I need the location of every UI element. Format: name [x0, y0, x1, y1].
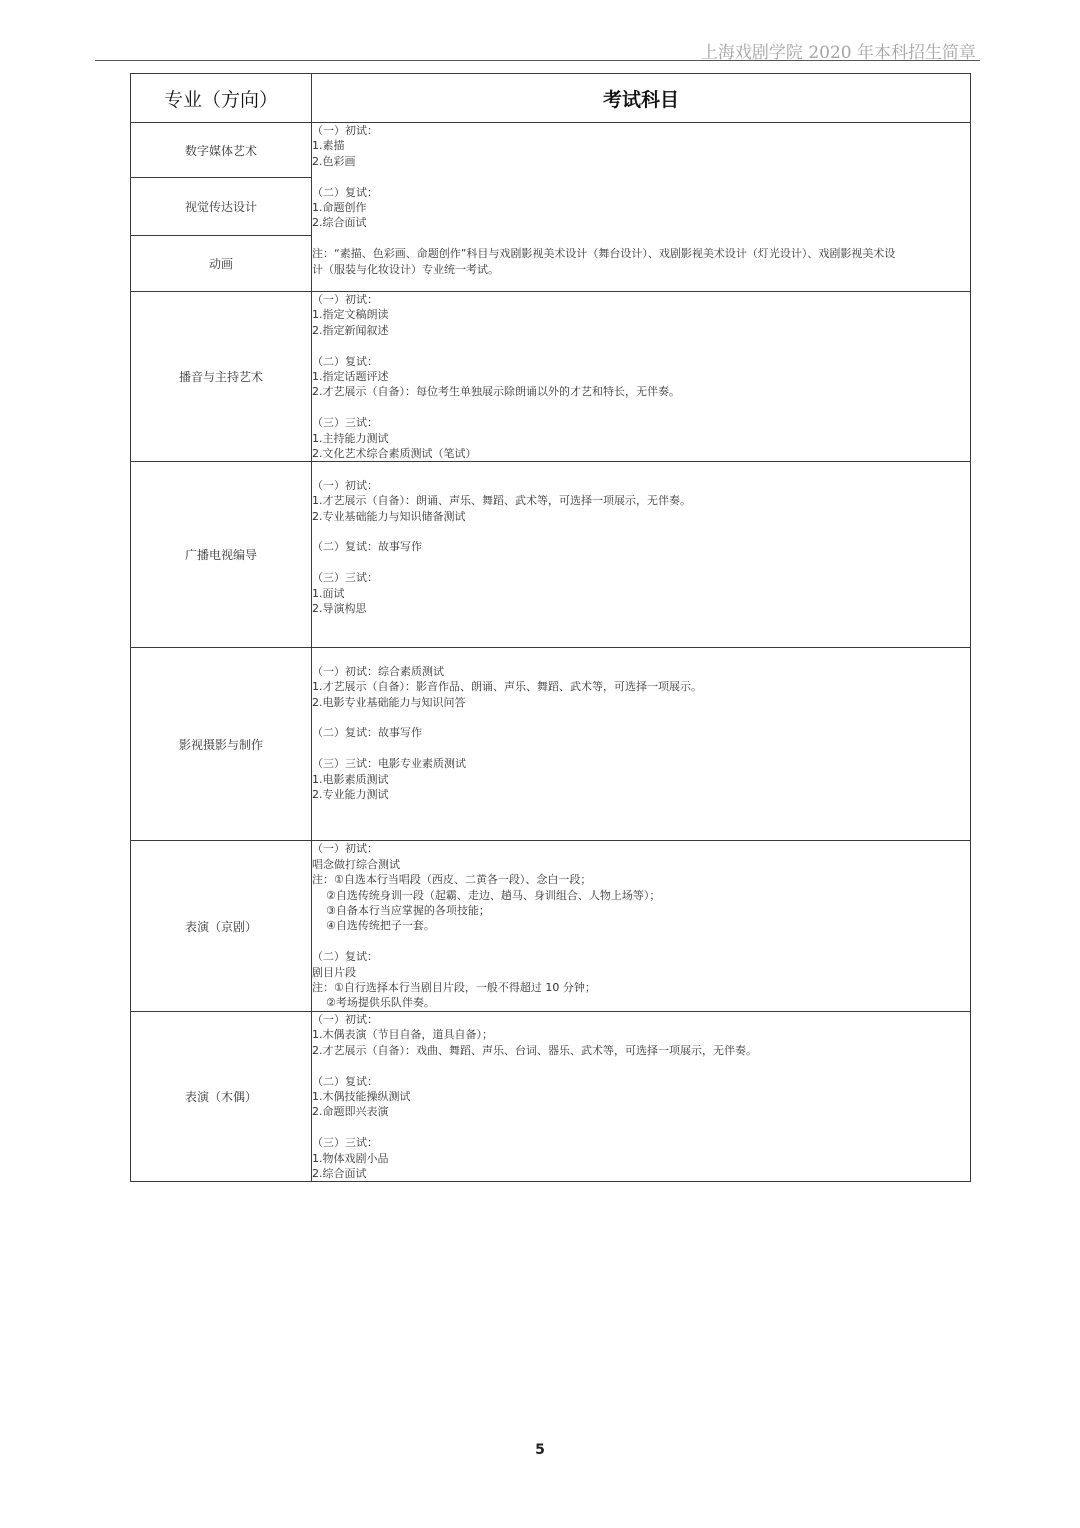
table-row — [131, 1011, 971, 1181]
line-spacer — [312, 934, 970, 949]
subject-line: 2.专业能力测试 — [312, 788, 389, 802]
table-row — [131, 841, 971, 1011]
subject-line: （二）复试：故事写作 — [312, 540, 422, 554]
subject-line: （一）初试： — [312, 478, 378, 492]
column-header-major: 专业（方向） — [131, 74, 312, 123]
major-cell: 表演（京剧） — [131, 841, 312, 1011]
line-spacer — [312, 710, 970, 725]
major-cell: 数字媒体艺术 — [131, 123, 312, 178]
subject-line: （二）复试： — [312, 950, 378, 964]
line-spacer — [312, 338, 970, 353]
subject-line: 2.命题即兴表演 — [312, 1105, 389, 1119]
line-spacer — [312, 555, 970, 570]
table-row — [131, 123, 971, 178]
major-cell: 播音与主持艺术 — [131, 292, 312, 462]
subject-line: 剧目片段 — [312, 965, 356, 979]
subject-line: ④自选传统把子一套。 — [312, 919, 435, 933]
subjects-cell — [312, 292, 971, 462]
subject-line: 1.木偶表演（节目自备，道具自备）； — [312, 1028, 493, 1042]
subject-line: （二）复试：故事写作 — [312, 726, 422, 740]
header-rule — [95, 60, 980, 61]
subjects-cell — [312, 123, 971, 292]
subject-line: ②考场提供乐队伴奏。 — [312, 996, 435, 1010]
subject-line: 2.色彩画 — [312, 154, 356, 168]
subject-line: 1.物体戏剧小品 — [312, 1151, 389, 1165]
subject-line: 2.综合面试 — [312, 216, 367, 230]
subject-line: 注：“素描、色彩画、命题创作”科目与戏剧影视美术设计（舞台设计）、戏剧影视美术设计（灯光设计）、戏剧影视美术设 — [312, 247, 896, 261]
column-header-subjects: 考试科目 — [312, 74, 971, 123]
subject-line: 唱念做打综合测试 — [312, 857, 400, 871]
subject-line: （一）初试： — [312, 842, 378, 856]
subject-line: 1.素描 — [312, 139, 345, 153]
line-spacer — [312, 400, 970, 415]
major-cell: 动画 — [131, 236, 312, 292]
subject-line: 1.电影素质测试 — [312, 772, 389, 786]
subject-line: （一）初试： — [312, 1012, 378, 1026]
major-cell: 视觉传达设计 — [131, 178, 312, 236]
subject-line: 1.命题创作 — [312, 201, 367, 215]
subject-line: 2.电影专业基础能力与知识问答 — [312, 695, 466, 709]
subject-line: 1.指定文稿朗读 — [312, 308, 389, 322]
subject-line: 2.专业基础能力与知识储备测试 — [312, 509, 466, 523]
subject-line: 注：①自行选择本行当剧目片段，一般不得超过 10 分钟； — [312, 981, 596, 995]
subject-line: （一）初试：综合素质测试 — [312, 664, 444, 678]
subjects-cell — [312, 1011, 971, 1181]
subject-line: （二）复试： — [312, 1074, 378, 1088]
subject-line: 2.综合面试 — [312, 1166, 367, 1180]
table-row — [131, 292, 971, 462]
subject-line: 2.文化艺术综合素质测试（笔试） — [312, 447, 477, 461]
subjects-cell — [312, 648, 971, 841]
subject-line: 1.指定话题评述 — [312, 370, 389, 384]
subject-line: 1.木偶技能操纵测试 — [312, 1089, 411, 1103]
major-cell: 表演（木偶） — [131, 1011, 312, 1181]
subjects-cell — [312, 462, 971, 648]
major-cell: 影视摄影与制作 — [131, 648, 312, 841]
line-spacer — [312, 1058, 970, 1073]
subject-line: ②自选传统身训一段（起霸、走边、趟马、身训组合、人物上场等）； — [312, 888, 661, 902]
table-header-row — [131, 74, 971, 123]
subject-line: （一）初试： — [312, 293, 378, 306]
subject-line: 注：①自选本行当唱段（西皮、二黄各一段）、念白一段； — [312, 873, 592, 887]
subject-line: 2.才艺展示（自备）：每位考生单独展示除朗诵以外的才艺和特长，无伴奏。 — [312, 385, 680, 399]
line-spacer — [312, 524, 970, 539]
subject-line: （二）复试： — [312, 354, 378, 368]
subject-line: 1.才艺展示（自备）：影音作品、朗诵、声乐、舞蹈、武术等，可选择一项展示。 — [312, 680, 702, 694]
subject-line: 2.指定新闻叙述 — [312, 323, 389, 337]
running-header-title: 上海戏剧学院 2020 年本科招生简章 — [700, 43, 976, 63]
subject-line: 1.面试 — [312, 586, 345, 600]
subject-line: 2.导演构思 — [312, 602, 367, 616]
table-row — [131, 462, 971, 648]
subject-line: （三）三试： — [312, 416, 378, 430]
subject-line: （三）三试： — [312, 571, 378, 585]
subject-line: 1.才艺展示（自备）：朗诵、声乐、舞蹈、武术等，可选择一项展示，无伴奏。 — [312, 494, 691, 508]
line-spacer — [312, 741, 970, 756]
subjects-cell — [312, 841, 971, 1011]
subject-line: 计（服装与化妆设计）专业统一考试。 — [312, 262, 499, 276]
line-spacer — [312, 1120, 970, 1135]
exam-subjects-table — [130, 73, 971, 1182]
subject-line: （三）三试：电影专业素质测试 — [312, 757, 466, 771]
subject-line: 1.主持能力测试 — [312, 431, 389, 445]
subject-line: （三）三试： — [312, 1136, 378, 1150]
major-cell: 广播电视编导 — [131, 462, 312, 648]
subject-line: （二）复试： — [312, 185, 378, 199]
page-number: 5 — [535, 1442, 545, 1458]
line-spacer — [312, 648, 970, 663]
line-spacer — [312, 462, 970, 477]
subject-line: （一）初试： — [312, 124, 378, 137]
subject-line: 2.才艺展示（自备）：戏曲、舞蹈、声乐、台词、器乐、武术等，可选择一项展示，无伴奏。 — [312, 1043, 757, 1057]
table-row — [131, 648, 971, 841]
line-spacer — [312, 231, 970, 246]
line-spacer — [312, 169, 970, 184]
subject-line: ③自备本行当应掌握的各项技能； — [312, 904, 490, 918]
